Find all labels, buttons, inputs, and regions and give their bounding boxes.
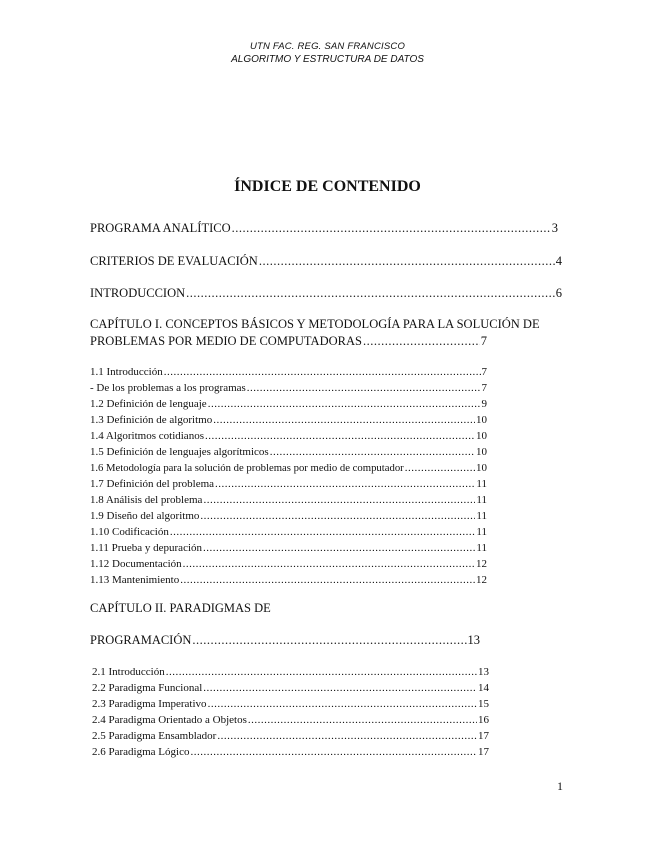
dot-leader bbox=[213, 414, 475, 426]
toc-subentry[interactable] bbox=[90, 398, 487, 410]
page-header bbox=[0, 40, 655, 66]
toc-entry-label: 1.6 Metodología para la solución de problemas por medio de computador bbox=[90, 462, 404, 474]
toc-subentry[interactable] bbox=[92, 730, 489, 742]
toc-subentry[interactable] bbox=[90, 510, 487, 522]
toc-entry-criterios[interactable] bbox=[90, 254, 562, 269]
toc-entry-label: 1.10 Codificación bbox=[90, 526, 169, 538]
toc-entry-label: 1.7 Definición del problema bbox=[90, 478, 215, 490]
dot-leader bbox=[270, 446, 475, 458]
toc-subentry[interactable] bbox=[92, 666, 489, 678]
toc-entry-label: 2.2 Paradigma Funcional bbox=[92, 682, 203, 694]
toc-entry-label: 1.2 Definición de lenguaje bbox=[90, 398, 207, 410]
dot-leader bbox=[205, 430, 475, 442]
dot-leader bbox=[166, 666, 477, 678]
toc-entry-label: 1.9 Diseño del algoritmo bbox=[90, 510, 200, 522]
dot-leader bbox=[192, 633, 466, 648]
chapter-1-title-line1[interactable]: CAPÍTULO I. CONCEPTOS BÁSICOS Y METODOLOGÍA PARA LA SOLUCIÓN DE bbox=[90, 317, 540, 331]
toc-entry-page: 6 bbox=[555, 286, 562, 300]
toc-entry-label: 1.5 Definición de lenguajes algorítmicos bbox=[90, 446, 269, 458]
toc-subentry[interactable] bbox=[90, 366, 487, 378]
toc-entry-page: 11 bbox=[476, 526, 487, 538]
toc-subentry[interactable] bbox=[90, 430, 487, 442]
toc-entry-label: 1.12 Documentación bbox=[90, 558, 182, 570]
dot-leader bbox=[248, 714, 477, 726]
toc-subentry[interactable] bbox=[92, 714, 489, 726]
toc-entry-label: PROGRAMACIÓN bbox=[90, 633, 192, 647]
toc-subentry[interactable] bbox=[90, 414, 487, 426]
toc-entry-page: 7 bbox=[481, 382, 487, 394]
toc-entry-page: 11 bbox=[476, 478, 487, 490]
dot-leader bbox=[170, 526, 476, 538]
toc-entry-page: 10 bbox=[476, 414, 487, 426]
page-number: 1 bbox=[557, 779, 563, 793]
dot-leader bbox=[186, 286, 555, 301]
toc-entry-page: 11 bbox=[476, 542, 487, 554]
toc-subentry[interactable] bbox=[90, 462, 487, 474]
header-institution: UTN FAC. REG. SAN FRANCISCO bbox=[249, 41, 406, 52]
toc-subentry[interactable] bbox=[90, 446, 487, 458]
dot-leader bbox=[232, 221, 551, 236]
toc-subentry[interactable] bbox=[90, 574, 487, 586]
header-subject: ALGORITMO Y ESTRUCTURA DE DATOS bbox=[231, 54, 424, 65]
chapter-1-title-line2[interactable] bbox=[90, 334, 487, 349]
toc-entry-label: 2.1 Introducción bbox=[92, 666, 165, 678]
toc-entry-page: 16 bbox=[478, 714, 489, 726]
toc-entry-page: 11 bbox=[476, 510, 487, 522]
dot-leader bbox=[208, 398, 481, 410]
toc-entry-page: 9 bbox=[481, 398, 487, 410]
toc-entry-label: 2.6 Paradigma Lógico bbox=[92, 746, 190, 758]
dot-leader bbox=[203, 494, 475, 506]
toc-entry-page: 7 bbox=[480, 334, 487, 348]
toc-entry-page: 11 bbox=[476, 494, 487, 506]
toc-subentry[interactable] bbox=[90, 542, 487, 554]
dot-leader bbox=[200, 510, 475, 522]
dot-leader bbox=[363, 334, 480, 349]
toc-subentry[interactable] bbox=[92, 698, 489, 710]
toc-entry-page: 13 bbox=[478, 666, 489, 678]
dot-leader bbox=[203, 542, 475, 554]
dot-leader bbox=[405, 462, 475, 474]
toc-entry-label: PROGRAMA ANALÍTICO bbox=[90, 221, 231, 235]
dot-leader bbox=[247, 382, 481, 394]
toc-entry-label: PROBLEMAS POR MEDIO DE COMPUTADORAS bbox=[90, 334, 362, 348]
chapter-2-title-line2[interactable] bbox=[90, 633, 480, 648]
chapter-2-title-line1[interactable]: CAPÍTULO II. PARADIGMAS DE bbox=[90, 601, 271, 615]
toc-entry-label: 2.5 Paradigma Ensamblador bbox=[92, 730, 217, 742]
toc-subentry[interactable] bbox=[92, 746, 489, 758]
toc-entry-page: 17 bbox=[478, 746, 489, 758]
toc-entry-page: 4 bbox=[555, 254, 562, 268]
toc-entry-label: CRITERIOS DE EVALUACIÓN bbox=[90, 254, 258, 268]
toc-entry-label: 1.8 Análisis del problema bbox=[90, 494, 203, 506]
toc-subentry[interactable] bbox=[92, 682, 489, 694]
toc-entry-label: INTRODUCCION bbox=[90, 286, 186, 300]
toc-entry-page: 3 bbox=[551, 221, 558, 235]
dot-leader bbox=[203, 682, 477, 694]
toc-entry-label: 1.4 Algoritmos cotidianos bbox=[90, 430, 204, 442]
toc-entry-page: 12 bbox=[476, 558, 487, 570]
toc-entry-label: 2.4 Paradigma Orientado a Objetos bbox=[92, 714, 247, 726]
dot-leader bbox=[259, 254, 555, 269]
toc-entry-page: 12 bbox=[476, 574, 487, 586]
toc-entry-page: 10 bbox=[476, 430, 487, 442]
toc-entry-label: - De los problemas a los programas bbox=[90, 382, 246, 394]
toc-entry-label: 1.13 Mantenimiento bbox=[90, 574, 180, 586]
toc-entry-label: 1.3 Definición de algoritmo bbox=[90, 414, 213, 426]
toc-entry-label: 1.1 Introducción bbox=[90, 366, 163, 378]
toc-entry-label: 2.3 Paradigma Imperativo bbox=[92, 698, 207, 710]
toc-subentry[interactable] bbox=[90, 558, 487, 570]
toc-entry-page: 10 bbox=[476, 462, 487, 474]
dot-leader bbox=[164, 366, 481, 378]
toc-entry-page: 10 bbox=[476, 446, 487, 458]
page-title: ÍNDICE DE CONTENIDO bbox=[234, 178, 421, 195]
toc-entry-page: 7 bbox=[481, 366, 487, 378]
dot-leader bbox=[180, 574, 475, 586]
toc-entry-programa[interactable] bbox=[90, 221, 558, 236]
dot-leader bbox=[183, 558, 475, 570]
toc-subentry[interactable] bbox=[90, 382, 487, 394]
dot-leader bbox=[217, 730, 477, 742]
toc-subentry[interactable] bbox=[90, 526, 487, 538]
toc-entry-page: 15 bbox=[478, 698, 489, 710]
dot-leader bbox=[215, 478, 475, 490]
dot-leader bbox=[190, 746, 477, 758]
toc-entry-label: 1.11 Prueba y depuración bbox=[90, 542, 203, 554]
dot-leader bbox=[208, 698, 477, 710]
toc-entry-page: 14 bbox=[478, 682, 489, 694]
toc-entry-page: 13 bbox=[467, 633, 480, 647]
toc-entry-introduccion[interactable] bbox=[90, 286, 562, 301]
toc-subentry[interactable] bbox=[90, 494, 487, 506]
toc-entry-page: 17 bbox=[478, 730, 489, 742]
toc-subentry[interactable] bbox=[90, 478, 487, 490]
